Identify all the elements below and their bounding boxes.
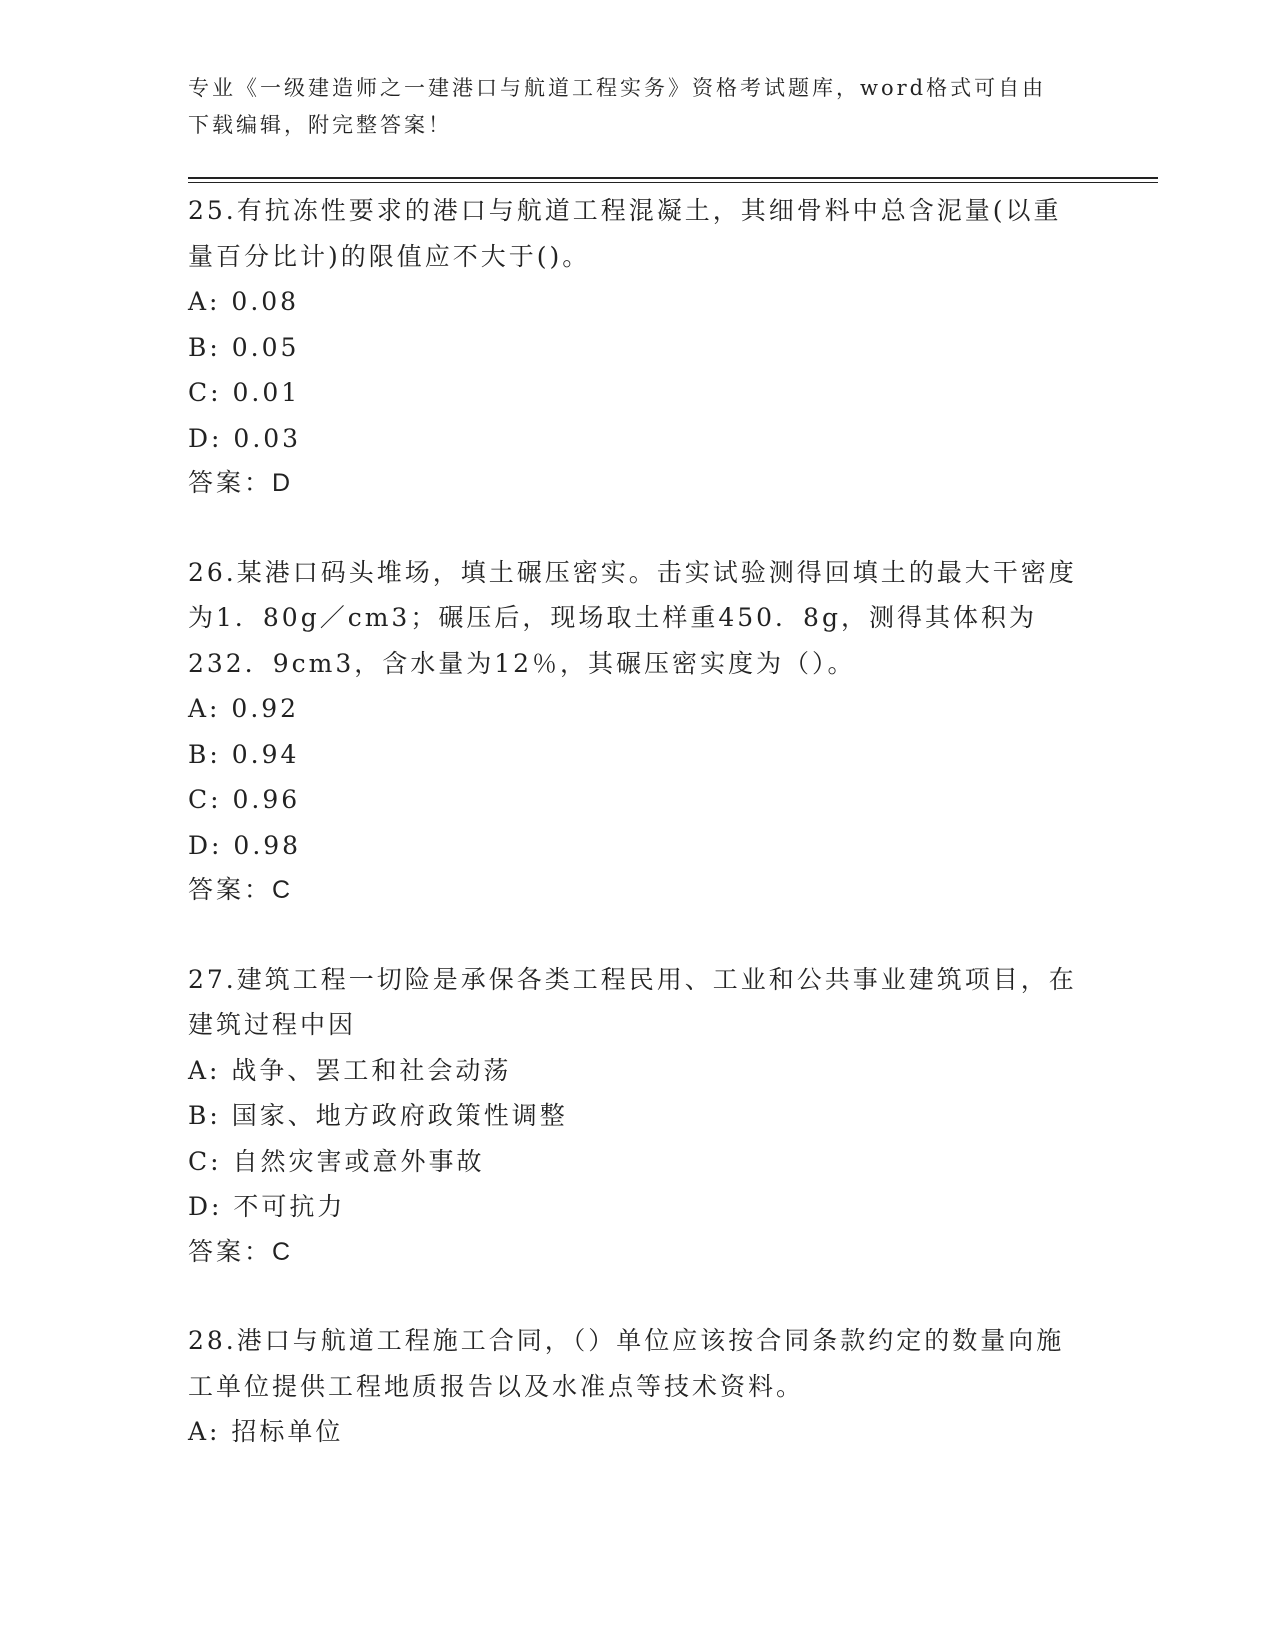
option-d: D: 0.03 [188, 423, 302, 453]
answer-line: 答案：D [188, 469, 294, 497]
question-spacer [188, 1275, 1088, 1318]
question-spacer [188, 914, 1088, 957]
question-27 [188, 957, 1088, 1276]
question-28 [188, 1318, 1088, 1455]
header-divider-thick [188, 177, 1158, 179]
option-a: A: 招标单位 [188, 1417, 344, 1446]
question-stem: 28.港口与航道工程施工合同，（）单位应该按合同条款约定的数量向施工单位提供工程地质报告以及水准点等技术资料。 [188, 1326, 1065, 1401]
option-d: D: 0.98 [188, 830, 302, 860]
question-list [188, 188, 1088, 1455]
option-c: C: 0.01 [188, 378, 301, 407]
option-b: B: 国家、地方政府政策性调整 [188, 1101, 568, 1130]
answer-line: 答案：C [188, 876, 294, 904]
question-26 [188, 550, 1088, 914]
question-spacer [188, 507, 1088, 550]
question-stem: 26.某港口码头堆场，填土碾压密实。击实试验测得回填土的最大干密度为1．80g／cm3；碾压后，现场取土样重450．8g，测得其体积为232．9cm3，含水量为12％，其碾压密实度为（）。 [188, 557, 1077, 678]
header-divider-thin [188, 182, 1158, 183]
answer-line: 答案：C [188, 1237, 294, 1266]
question-25 [188, 188, 1088, 507]
option-b: B: 0.94 [188, 739, 300, 769]
question-stem: 25.有抗冻性要求的港口与航道工程混凝土，其细骨料中总含泥量(以重量百分比计)的限值应不大于()。 [188, 196, 1062, 271]
option-a: A: 0.92 [188, 694, 300, 723]
question-stem: 27.建筑工程一切险是承保各类工程民用、工业和公共事业建筑项目，在建筑过程中因 [188, 964, 1077, 1039]
option-a: A: 战争、罢工和社会动荡 [188, 1055, 512, 1085]
option-c: C: 自然灾害或意外事故 [188, 1146, 485, 1176]
option-c: C: 0.96 [188, 785, 301, 814]
option-d: D: 不可抗力 [188, 1192, 346, 1221]
option-b: B: 0.05 [188, 332, 300, 362]
option-a: A: 0.08 [188, 287, 300, 316]
document-header: 专业《一级建造师之一建港口与航道工程实务》资格考试题库，word格式可自由下载编辑，附完整答案！ [188, 76, 1047, 137]
